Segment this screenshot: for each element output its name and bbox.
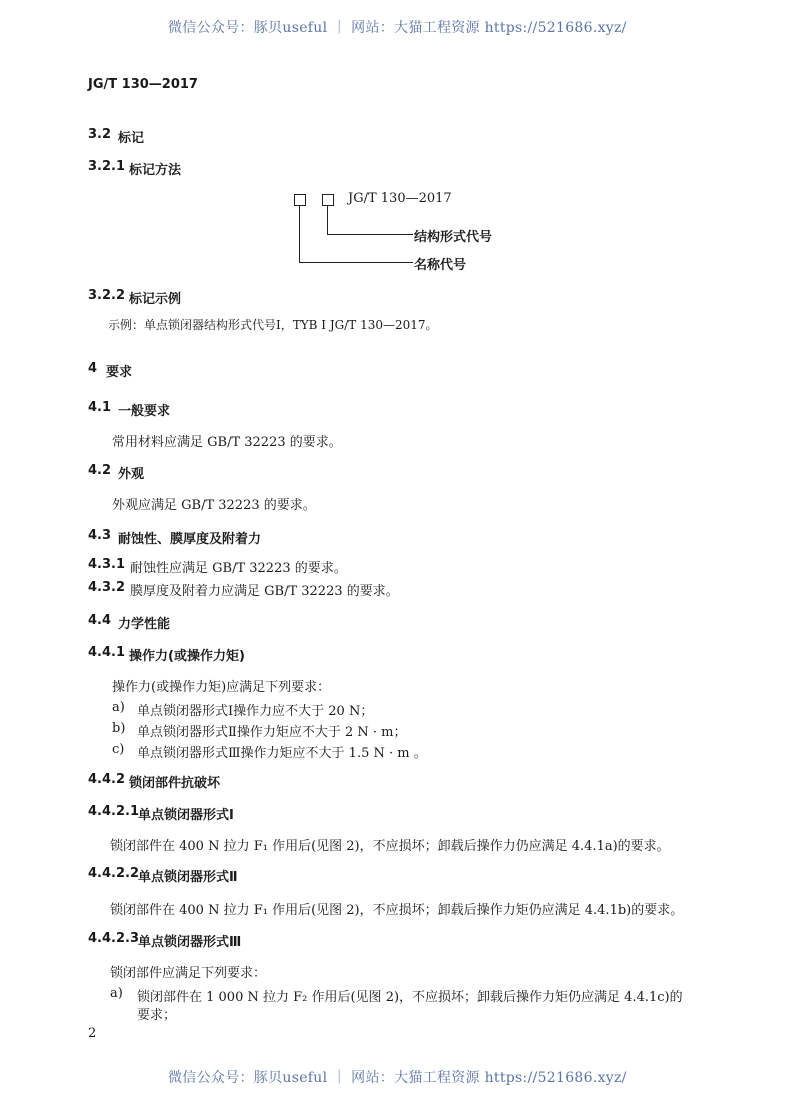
list-item-label: a) [110, 986, 123, 1001]
section-4-3-1-text: 耐蚀性应满足 GB/T 32223 的要求。 [130, 561, 347, 576]
section-4-4-2-number: 4.4.2 [88, 772, 126, 787]
list-item-label: a) [112, 700, 125, 715]
section-4-1-title: 一般要求 [118, 404, 171, 419]
name-leader-vertical [299, 206, 300, 262]
marking-example: 示例：单点锁闭器结构形式代号Ⅰ，TYB Ⅰ JG/T 130—2017。 [108, 318, 438, 332]
section-4-2-text: 外观应满足 GB/T 32223 的要求。 [112, 498, 316, 513]
section-4-4-title: 力学性能 [118, 617, 171, 632]
section-4-3-number: 4.3 [88, 528, 112, 543]
section-4-1-text: 常用材料应满足 GB/T 32223 的要求。 [112, 435, 342, 450]
section-4-3-2-number: 4.3.2 [88, 580, 126, 595]
list-item: 单点锁闭器形式Ⅰ操作力应不大于 20 N； [137, 704, 374, 719]
section-4-4-2-1-number: 4.4.2.1 [88, 804, 139, 819]
section-3-2-2-title: 标记示例 [129, 292, 182, 307]
section-4-3-title: 耐蚀性、膜厚度及附着力 [118, 532, 262, 547]
section-4-1-number: 4.1 [88, 400, 112, 415]
section-3-2-number: 3.2 [88, 127, 112, 142]
section-4-2-number: 4.2 [88, 463, 112, 478]
standard-number: JG/T 130—2017 [88, 77, 198, 92]
section-4-4-1-number: 4.4.1 [88, 645, 126, 660]
name-leader-horizontal [299, 262, 413, 263]
page-number: 2 [88, 1026, 97, 1041]
section-4-4-2-2-title: 单点锁闭器形式Ⅱ [138, 870, 238, 885]
structure-code-label: 结构形式代号 [414, 230, 493, 245]
section-3-2-1-title: 标记方法 [129, 163, 182, 178]
section-4-title: 要求 [106, 365, 133, 380]
structure-leader-horizontal [327, 234, 413, 235]
section-4-2-title: 外观 [118, 467, 145, 482]
list-item-label: b) [112, 721, 126, 736]
list-item: 单点锁闭器形式Ⅱ操作力矩应不大于 2 N · m； [137, 725, 407, 740]
section-4-4-1-intro: 操作力(或操作力矩)应满足下列要求： [112, 680, 331, 695]
name-code-box [294, 194, 306, 206]
section-3-2-1-number: 3.2.1 [88, 159, 126, 174]
section-4-number: 4 [88, 361, 98, 376]
section-3-2-title: 标记 [118, 131, 145, 146]
section-4-3-2-text: 膜厚度及附着力应满足 GB/T 32223 的要求。 [130, 584, 399, 599]
section-4-4-2-3-title: 单点锁闭器形式Ⅲ [138, 935, 242, 950]
section-3-2-2-number: 3.2.2 [88, 288, 126, 303]
section-4-4-1-title: 操作力(或操作力矩) [129, 649, 245, 664]
section-4-4-2-3-number: 4.4.2.3 [88, 931, 139, 946]
name-code-label: 名称代号 [414, 258, 467, 273]
list-item-continuation: 要求； [137, 1008, 177, 1023]
section-4-4-2-3-intro: 锁闭部件应满足下列要求： [110, 966, 267, 981]
section-4-4-2-2-text: 锁闭部件在 400 N 拉力 F₁ 作用后(见图 2)，不应损坏；卸载后操作力矩仍应满足 4.4.1b)的要求。 [110, 903, 684, 918]
structure-leader-vertical [327, 206, 328, 234]
section-4-4-number: 4.4 [88, 613, 112, 628]
list-item-label: c) [112, 742, 125, 757]
marking-standard-code: JG/T 130—2017 [348, 191, 452, 206]
section-4-4-2-title: 锁闭部件抗破坏 [129, 776, 221, 791]
watermark-top: 微信公众号：豚贝useful ｜ 网站：大猫工程资源 https://521686.xyz/ [168, 20, 627, 36]
list-item: 单点锁闭器形式Ⅲ操作力矩应不大于 1.5 N · m 。 [137, 746, 427, 761]
section-4-4-2-1-text: 锁闭部件在 400 N 拉力 F₁ 作用后(见图 2)，不应损坏；卸载后操作力仍应满足 4.4.1a)的要求。 [110, 839, 670, 854]
section-4-3-1-number: 4.3.1 [88, 557, 126, 572]
structure-code-box [322, 194, 334, 206]
section-4-4-2-2-number: 4.4.2.2 [88, 866, 139, 881]
list-item: 锁闭部件在 1 000 N 拉力 F₂ 作用后(见图 2)，不应损坏；卸载后操作力矩仍应满足 4.4.1c)的 [137, 990, 683, 1005]
section-4-4-2-1-title: 单点锁闭器形式Ⅰ [138, 808, 234, 823]
watermark-bottom: 微信公众号：豚贝useful ｜ 网站：大猫工程资源 https://521686.xyz/ [168, 1070, 627, 1086]
